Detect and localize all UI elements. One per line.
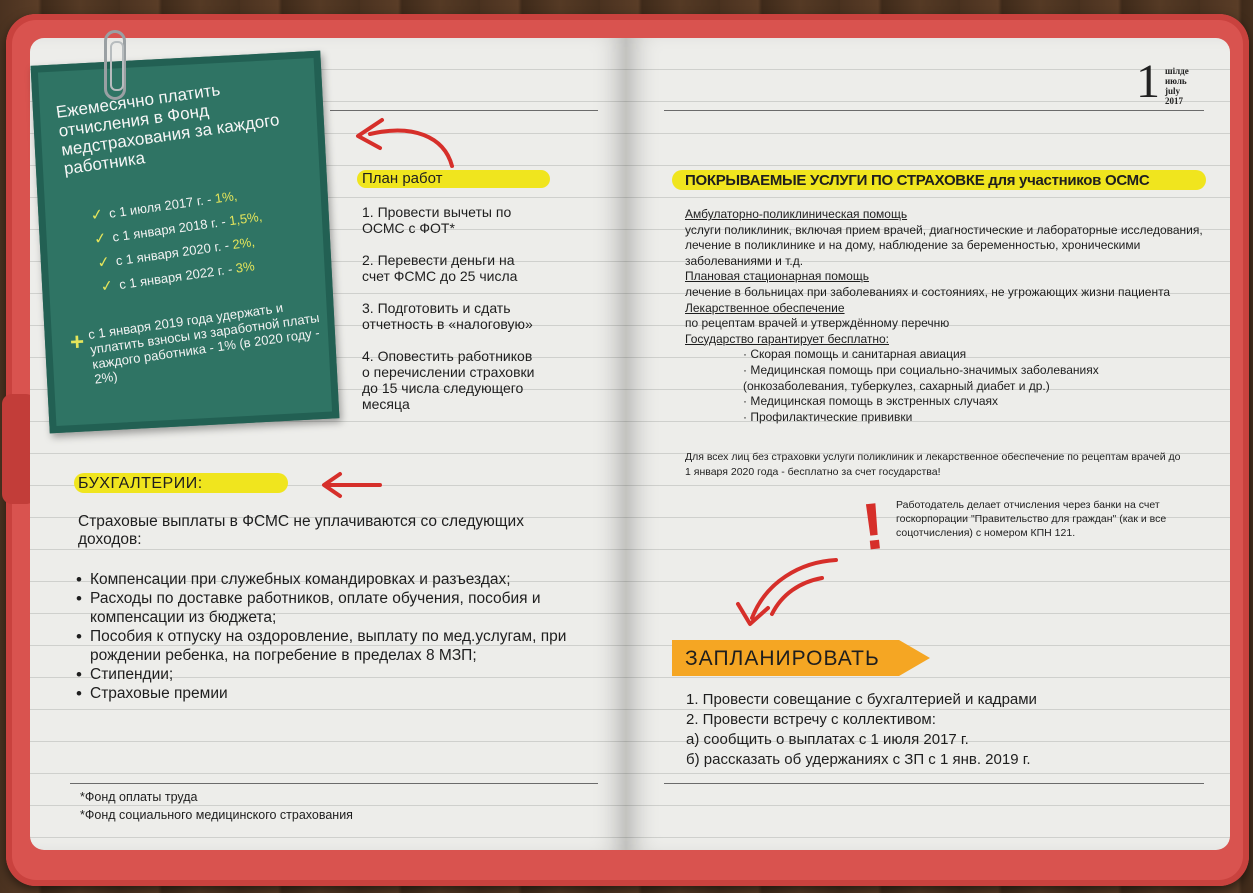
check-icon: ✓ xyxy=(99,277,115,296)
state-item: · Профилактические прививки xyxy=(743,409,913,424)
accounting-heading: БУХГАЛТЕРИИ: xyxy=(78,475,203,492)
check-icon: ✓ xyxy=(92,229,108,249)
red-arrow-icon xyxy=(352,112,458,172)
state-item: · Медицинская помощь при социально-значимых заболеваниях (онкозаболевания, туберкулез, сахарный диабет и др.) xyxy=(743,362,1099,393)
accounting-item: • Компенсации при служебных командировках и разъездах; xyxy=(76,570,586,589)
accounting-list xyxy=(76,570,586,703)
page-rule xyxy=(70,783,598,784)
schedule-item: 2. Провести встречу с коллективом: xyxy=(686,711,936,728)
accounting-item: • Расходы по доставке работников, оплате обучения, пособия и компенсации из бюджета; xyxy=(76,589,586,627)
accounting-item: • Пособия к отпуску на оздоровление, выплату по мед.услугам, при рождении ребенка, на погребение в пределах 8 МЗП; xyxy=(76,627,586,665)
plan-heading: План работ xyxy=(362,170,443,187)
plan-item: 4. Оповестить работников о перечислении страховки до 15 числа следующего месяца xyxy=(362,348,535,412)
state-list xyxy=(685,347,1205,425)
page-rule xyxy=(664,110,1204,111)
plan-item: 2. Перевести деньги на счет ФСМС до 25 числа xyxy=(362,252,518,284)
schedule-item: а) сообщить о выплатах с 1 июля 2017 г. xyxy=(686,731,969,748)
check-icon: ✓ xyxy=(89,205,105,225)
exclamation-icon: ! xyxy=(858,488,888,564)
page-rule xyxy=(330,110,598,111)
schedule-item: б) рассказать об удержаниях с ЗП с 1 янв. 2019 г. xyxy=(686,751,1031,768)
check-icon: ✓ xyxy=(96,253,112,272)
date-day: 1 xyxy=(1136,55,1160,108)
chalkboard-note: с 1 января 2019 года удержать и уплатить взносы из заработной платы каждого работника - 1% (в 2020 году - 2%) xyxy=(87,299,321,387)
accounting-item: • Стипендии; xyxy=(76,665,586,684)
drugs-text: по рецептам врачей и утверждённому перечню xyxy=(685,316,950,331)
inpatient-heading: Плановая стационарная помощь xyxy=(685,269,869,284)
plan-list xyxy=(362,204,602,428)
rates-list xyxy=(89,171,340,299)
schedule-item: 1. Провести совещание с бухгалтерией и кадрами xyxy=(686,691,1037,708)
chalkboard xyxy=(31,51,340,434)
red-arrow-icon xyxy=(318,470,384,500)
footnote: *Фонд оплаты труда xyxy=(80,790,198,804)
plan-item: 3. Подготовить и сдать отчетность в «налоговую» xyxy=(362,300,533,332)
paperclip-icon xyxy=(104,30,126,100)
state-item: · Медицинская помощь в экстренных случаях xyxy=(743,394,999,409)
rate-item: ✓ с 1 января 2020 г. - 2%, xyxy=(96,234,256,272)
state-item: · Скорая помощь и санитарная авиация xyxy=(743,347,967,362)
rate-item: ✓ с 1 января 2022 г. - 3% xyxy=(99,258,256,296)
coverage-body xyxy=(685,207,1205,425)
outpatient-text: услуги поликлиник, включая прием врачей, диагностические и лабораторные исследования, лечение в поликлинике и на дому, наблюдение за беременностью, хроническими заболеваниями и т.д. xyxy=(685,222,1203,268)
accounting-item: • Страховые премии xyxy=(76,684,586,703)
footnote: *Фонд социального медицинского страхования xyxy=(80,808,353,822)
chalkboard-title: Ежемесячно платить отчисления в Фонд медстрахования за каждого работника xyxy=(54,80,281,179)
accounting-intro: Страховые выплаты в ФСМС не уплачиваются со следующих доходов: xyxy=(78,513,524,548)
rate-item: ✓ с 1 июля 2017 г. - 1%, xyxy=(89,188,239,225)
coverage-heading: ПОКРЫВАЕМЫЕ УСЛУГИ ПО СТРАХОВКЕ для участников ОСМС xyxy=(685,172,1150,189)
inpatient-text: лечение в больницах при заболеваниях и состояниях, не угрожающих жизни пациента xyxy=(685,284,1171,299)
date-labels: шілде июль july 2017 xyxy=(1165,66,1189,106)
rate-item: ✓ с 1 января 2018 г. - 1,5%, xyxy=(92,208,264,249)
page-rule xyxy=(664,783,1204,784)
plus-icon: + xyxy=(69,328,85,357)
footnotes xyxy=(80,788,500,824)
schedule-heading: ЗАПЛАНИРОВАТЬ xyxy=(685,647,880,670)
free-services-note: Для всех лиц без страховки услуги поликлиник и лекарственное обеспечение по рецептам врачей до 1 января 2020 года - бесплатно за счет государства! xyxy=(685,451,1181,478)
state-heading: Государство гарантирует бесплатно: xyxy=(685,331,889,346)
plan-item: 1. Провести вычеты по ОСМС с ФОТ* xyxy=(362,204,512,236)
outpatient-heading: Амбулаторно-поликлиническая помощь xyxy=(685,207,908,221)
red-arrow-icon xyxy=(730,548,842,630)
employer-note: Работодатель делает отчисления через банки на счет госкорпорации "Правительство для граждан" (как и все соцотчисления) с номером КПН 121. xyxy=(896,499,1167,539)
schedule-list xyxy=(686,690,1126,770)
drugs-heading: Лекарственное обеспечение xyxy=(685,300,845,315)
